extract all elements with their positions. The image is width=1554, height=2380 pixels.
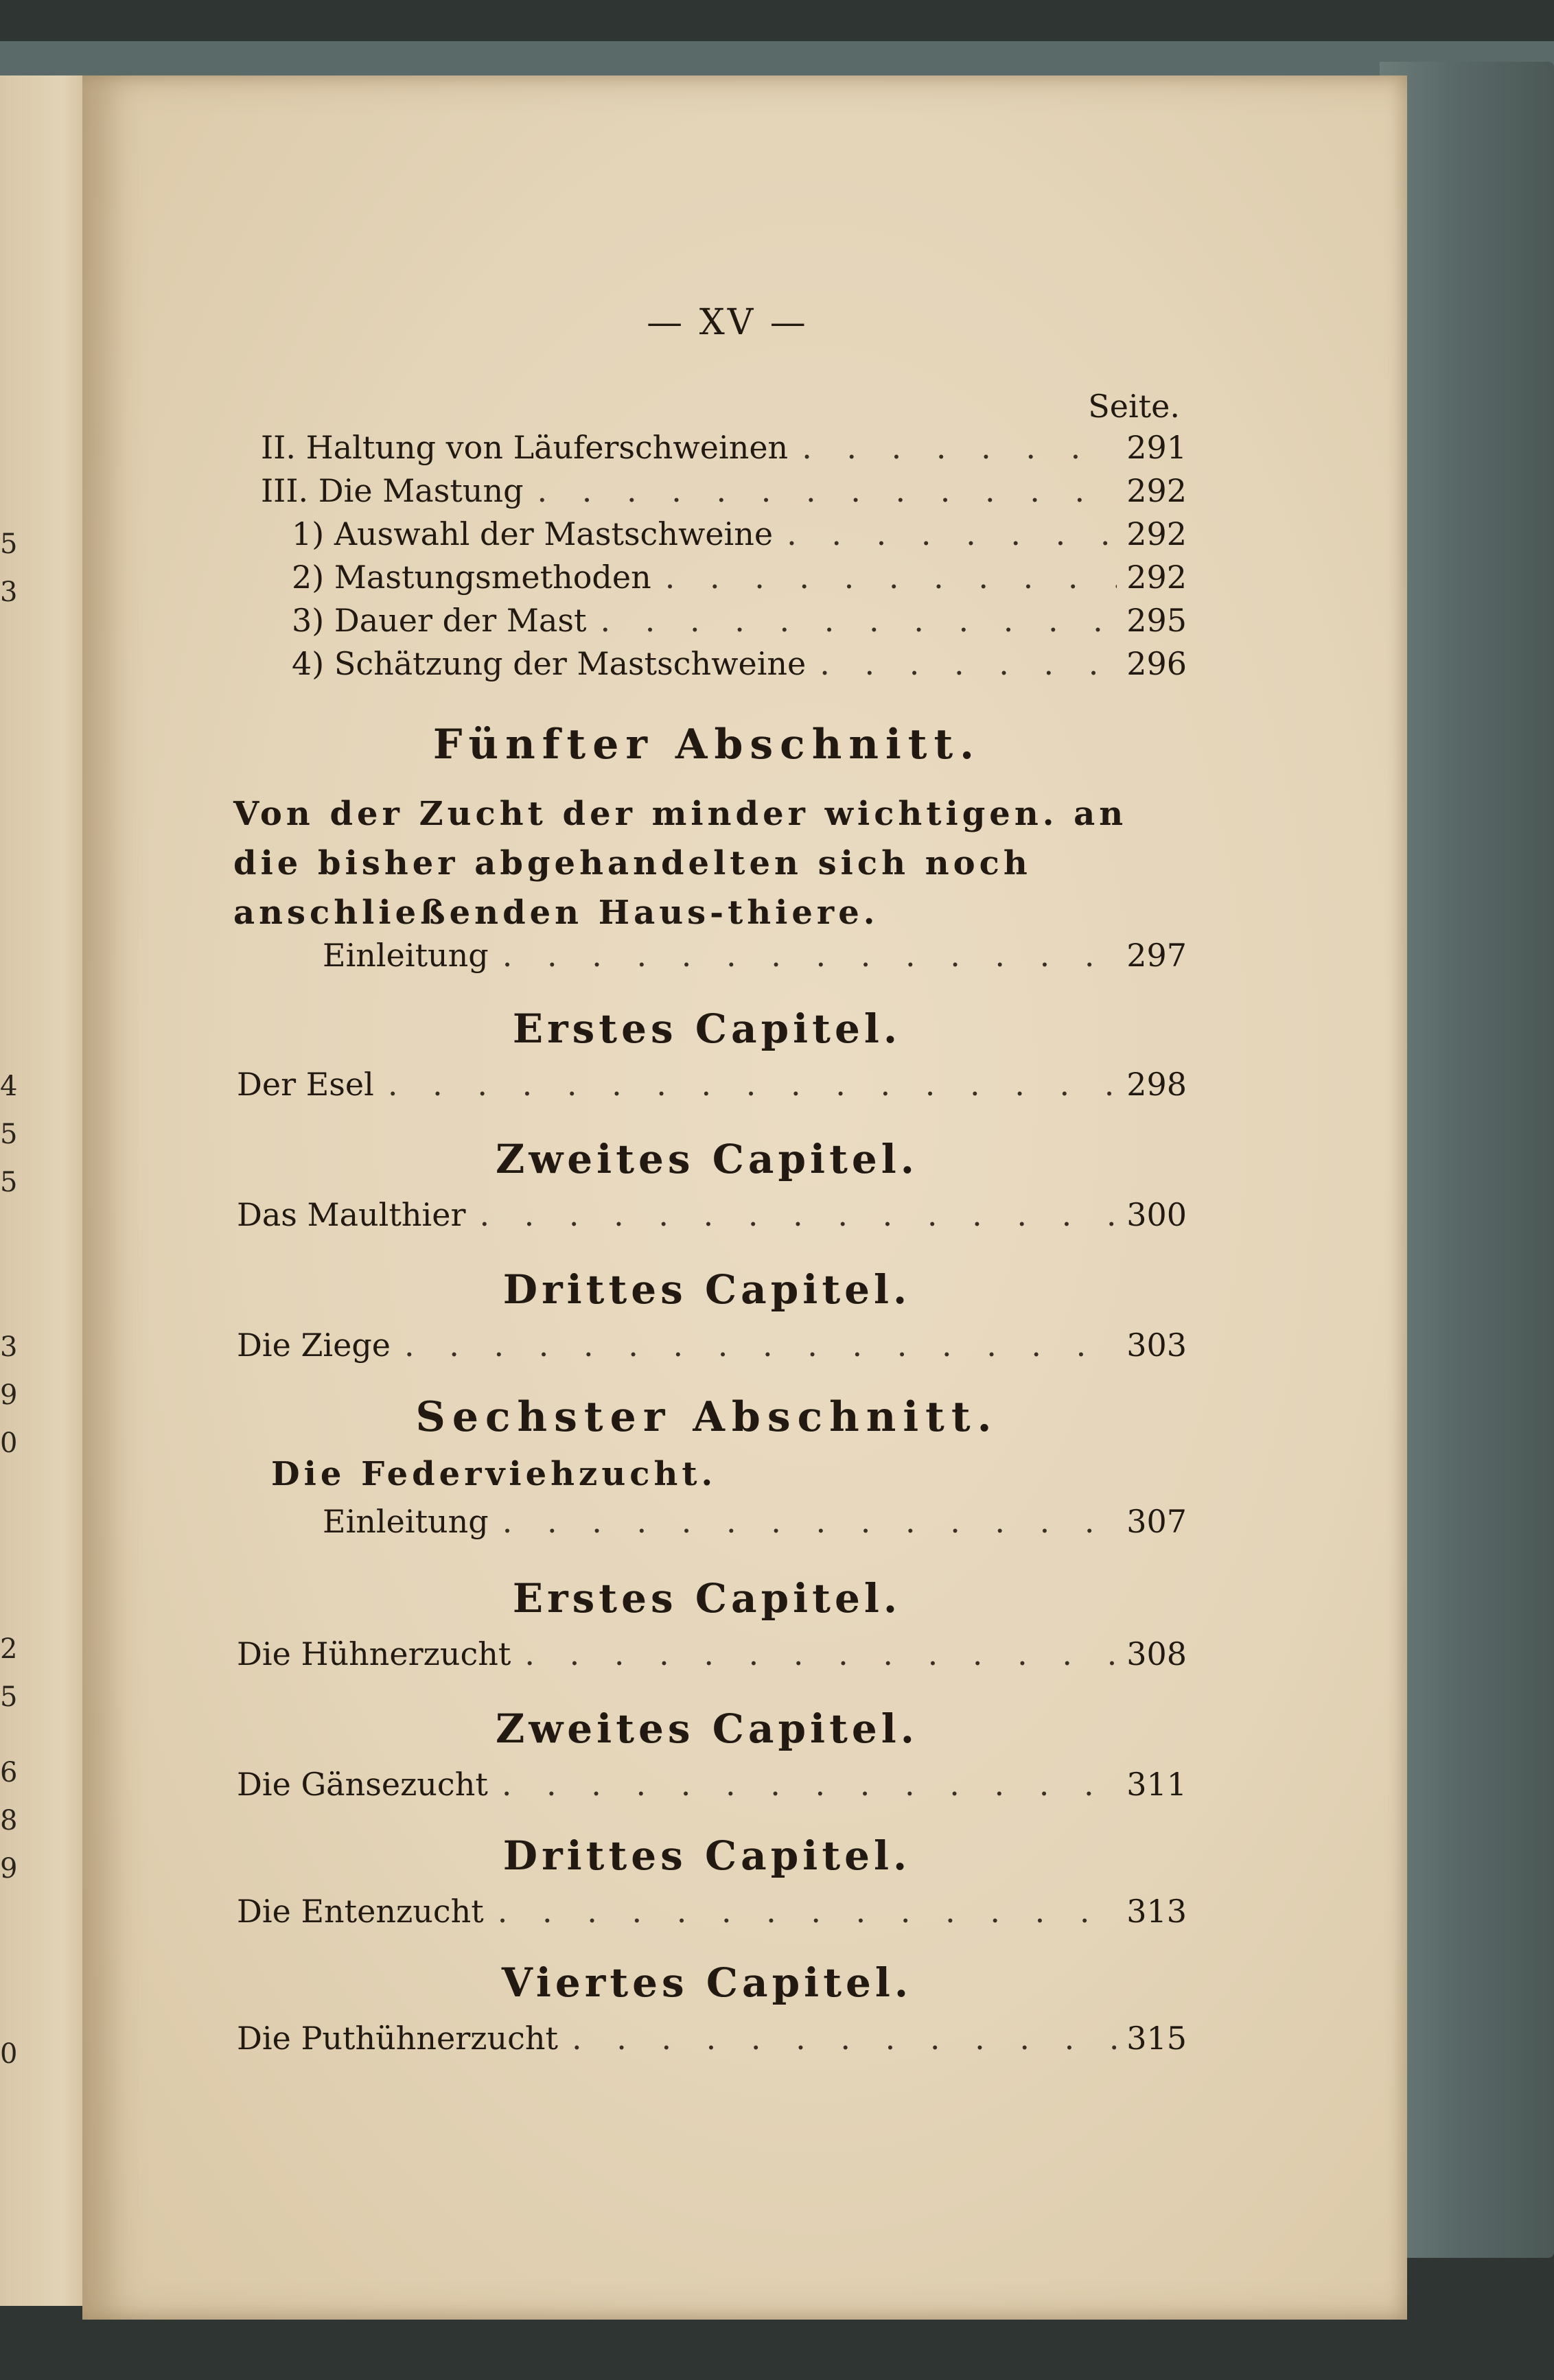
- entry-page: 292: [1126, 472, 1187, 509]
- entry-label: Einleitung: [323, 937, 489, 974]
- entry-label: Das Maulthier: [237, 1196, 466, 1233]
- section-description: Von der Zucht der minder wichtigen. an die bisher abgehandelten sich noch anschließenden Haus-thiere.: [233, 795, 1128, 932]
- leader-dots: [802, 429, 1117, 466]
- entry-page: 297: [1126, 937, 1187, 974]
- toc-entry: [323, 937, 1187, 978]
- edge-number: 6: [0, 1757, 18, 1788]
- leader-dots: [502, 1503, 1117, 1540]
- entry-page: 311: [1126, 1766, 1187, 1803]
- entry-label: Die Hühnerzucht: [237, 1635, 511, 1672]
- entry-page: 298: [1126, 1066, 1187, 1103]
- entry-page: 296: [1126, 645, 1187, 682]
- edge-number: 4: [0, 1071, 18, 1102]
- chapter-title: Viertes Capitel.: [501, 1959, 913, 2006]
- section-description: Die Federviehzucht.: [271, 1455, 717, 1493]
- toc-entry: [323, 1503, 1187, 1544]
- toc-entry: [237, 2020, 1187, 2061]
- toc-entry: [292, 602, 1187, 643]
- edge-number: 3: [0, 1331, 18, 1363]
- edge-number: 9: [0, 1853, 18, 1885]
- entry-page: 292: [1126, 559, 1187, 596]
- entry-label: Die Gänsezucht: [237, 1766, 488, 1803]
- entry-label: Der Esel: [237, 1066, 374, 1103]
- leader-dots: [537, 472, 1117, 509]
- entry-label: Die Puthühnerzucht: [237, 2020, 558, 2057]
- chapter-title: Zweites Capitel.: [496, 1136, 918, 1182]
- entry-page: 307: [1126, 1503, 1187, 1540]
- entry-label: 3) Dauer der Mast: [292, 602, 587, 639]
- edge-number: 3: [0, 576, 18, 608]
- leader-dots: [787, 515, 1117, 552]
- entry-page: 292: [1126, 515, 1187, 552]
- edge-number: 8: [0, 1805, 18, 1836]
- entry-page: 291: [1126, 429, 1187, 466]
- edge-number: 0: [0, 2038, 18, 2070]
- edge-number: 5: [0, 1167, 18, 1198]
- leader-dots: [820, 645, 1117, 682]
- leader-dots: [524, 1635, 1117, 1672]
- toc-entry: [261, 429, 1187, 470]
- section-title: Sechster Abschnitt.: [415, 1393, 999, 1441]
- leader-dots: [502, 1766, 1117, 1803]
- edge-number: 5: [0, 1119, 18, 1150]
- leader-dots: [502, 937, 1117, 974]
- entry-label: Die Ziege: [237, 1327, 391, 1364]
- chapter-title: Drittes Capitel.: [502, 1832, 912, 1879]
- chapter-title: Erstes Capitel.: [512, 1005, 902, 1052]
- edge-number: 5: [0, 1681, 18, 1713]
- entry-label: Einleitung: [323, 1503, 489, 1540]
- page-numeral: — XV —: [647, 302, 809, 343]
- entry-label: 1) Auswahl der Mastschweine: [292, 515, 774, 552]
- leader-dots: [404, 1327, 1117, 1364]
- leader-dots: [498, 1893, 1117, 1930]
- chapter-title: Zweites Capitel.: [496, 1705, 918, 1752]
- toc-entry: [237, 1635, 1187, 1677]
- entry-page: 295: [1126, 602, 1187, 639]
- entry-label: Die Entenzucht: [237, 1893, 484, 1930]
- toc-entry: [292, 645, 1187, 686]
- leader-dots: [665, 559, 1117, 596]
- entry-page: 300: [1126, 1196, 1187, 1233]
- toc-entry: [292, 559, 1187, 600]
- toc-entry: [237, 1196, 1187, 1237]
- edge-number: 2: [0, 1633, 18, 1665]
- entry-label: 4) Schätzung der Mastschweine: [292, 645, 807, 682]
- entry-page: 308: [1126, 1635, 1187, 1672]
- chapter-title: Erstes Capitel.: [512, 1575, 902, 1622]
- leader-dots: [479, 1196, 1117, 1233]
- leader-dots: [601, 602, 1117, 639]
- section-title: Fünfter Abschnitt.: [432, 721, 982, 769]
- toc-entry: [237, 1766, 1187, 1807]
- entry-label: 2) Mastungsmethoden: [292, 559, 651, 596]
- entry-page: 313: [1126, 1893, 1187, 1930]
- column-label: Seite.: [1088, 388, 1180, 425]
- edge-number: 0: [0, 1427, 18, 1459]
- book-cover-top: [0, 41, 1554, 75]
- leader-dots: [572, 2020, 1117, 2057]
- leader-dots: [388, 1066, 1117, 1103]
- entry-page: 303: [1126, 1327, 1187, 1364]
- chapter-title: Drittes Capitel.: [502, 1266, 912, 1313]
- toc-entry: [237, 1893, 1187, 1934]
- toc-entry: [261, 472, 1187, 513]
- toc-entry: [292, 515, 1187, 557]
- entry-page: 315: [1126, 2020, 1187, 2057]
- entry-label: II. Haltung von Läuferschweinen: [261, 429, 789, 466]
- edge-number: 9: [0, 1379, 18, 1411]
- entry-label: III. Die Mastung: [261, 472, 524, 509]
- edge-number: 5: [0, 528, 18, 560]
- toc-entry: [237, 1327, 1187, 1368]
- toc-entry: [237, 1066, 1187, 1107]
